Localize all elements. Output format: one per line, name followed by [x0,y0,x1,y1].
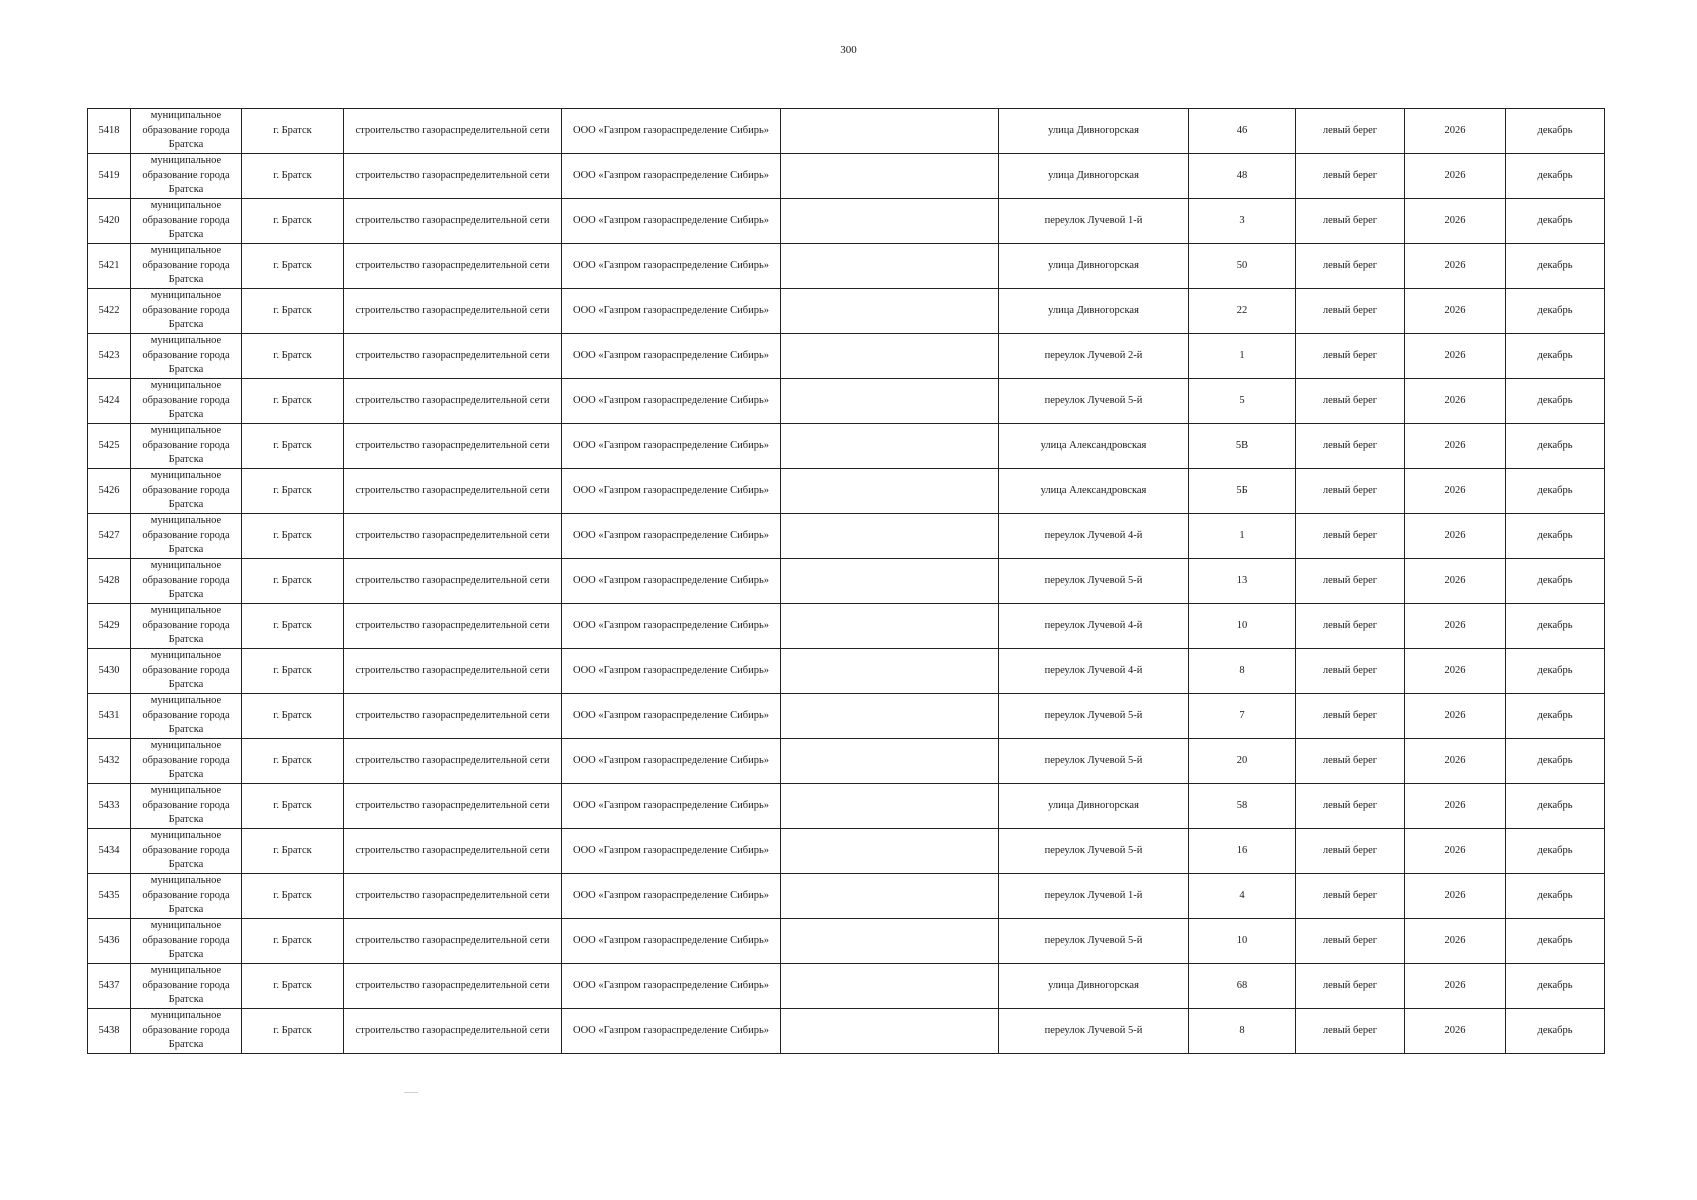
work-type-cell: строительство газораспределительной сети [344,829,562,874]
house-number-cell: 1 [1189,514,1296,559]
street-cell: переулок Лучевой 4-й [999,514,1189,559]
district-cell: левый берег [1296,244,1405,289]
district-cell: левый берег [1296,739,1405,784]
row-number-cell: 5421 [88,244,131,289]
work-type-cell: строительство газораспределительной сети [344,379,562,424]
owner-cell: муниципальное образование города Братска [131,649,242,694]
organization-cell: ООО «Газпром газораспределение Сибирь» [562,469,781,514]
organization-cell: ООО «Газпром газораспределение Сибирь» [562,199,781,244]
empty-cell [781,784,999,829]
district-cell: левый берег [1296,604,1405,649]
owner-cell: муниципальное образование города Братска [131,379,242,424]
month-cell: декабрь [1506,919,1605,964]
street-cell: переулок Лучевой 5-й [999,1009,1189,1054]
work-type-cell: строительство газораспределительной сети [344,469,562,514]
owner-cell: муниципальное образование города Братска [131,829,242,874]
work-type-cell: строительство газораспределительной сети [344,334,562,379]
month-cell: декабрь [1506,784,1605,829]
city-cell: г. Братск [242,334,344,379]
month-cell: декабрь [1506,1009,1605,1054]
organization-cell: ООО «Газпром газораспределение Сибирь» [562,334,781,379]
month-cell: декабрь [1506,199,1605,244]
city-cell: г. Братск [242,874,344,919]
district-cell: левый берег [1296,109,1405,154]
street-cell: улица Дивногорская [999,784,1189,829]
month-cell: декабрь [1506,154,1605,199]
district-cell: левый берег [1296,964,1405,1009]
empty-cell [781,964,999,1009]
owner-cell: муниципальное образование города Братска [131,919,242,964]
year-cell: 2026 [1405,649,1506,694]
empty-cell [781,604,999,649]
owner-cell: муниципальное образование города Братска [131,784,242,829]
house-number-cell: 16 [1189,829,1296,874]
owner-cell: муниципальное образование города Братска [131,289,242,334]
owner-cell: муниципальное образование города Братска [131,154,242,199]
city-cell: г. Братск [242,739,344,784]
work-type-cell: строительство газораспределительной сети [344,964,562,1009]
row-number-cell: 5426 [88,469,131,514]
table-row [88,154,1605,199]
empty-cell [781,289,999,334]
empty-cell [781,514,999,559]
organization-cell: ООО «Газпром газораспределение Сибирь» [562,784,781,829]
street-cell: переулок Лучевой 2-й [999,334,1189,379]
month-cell: декабрь [1506,649,1605,694]
row-number-cell: 5425 [88,424,131,469]
empty-cell [781,919,999,964]
owner-cell: муниципальное образование города Братска [131,424,242,469]
empty-cell [781,199,999,244]
empty-cell [781,154,999,199]
work-type-cell: строительство газораспределительной сети [344,514,562,559]
scan-mark [404,1092,418,1093]
empty-cell [781,829,999,874]
organization-cell: ООО «Газпром газораспределение Сибирь» [562,649,781,694]
organization-cell: ООО «Газпром газораспределение Сибирь» [562,604,781,649]
month-cell: декабрь [1506,379,1605,424]
house-number-cell: 68 [1189,964,1296,1009]
table-row [88,244,1605,289]
year-cell: 2026 [1405,154,1506,199]
month-cell: декабрь [1506,244,1605,289]
street-cell: переулок Лучевой 5-й [999,379,1189,424]
house-number-cell: 10 [1189,919,1296,964]
house-number-cell: 7 [1189,694,1296,739]
street-cell: улица Дивногорская [999,964,1189,1009]
year-cell: 2026 [1405,964,1506,1009]
row-number-cell: 5438 [88,1009,131,1054]
organization-cell: ООО «Газпром газораспределение Сибирь» [562,514,781,559]
house-number-cell: 58 [1189,784,1296,829]
table-row [88,334,1605,379]
empty-cell [781,424,999,469]
house-number-cell: 8 [1189,1009,1296,1054]
street-cell: переулок Лучевой 4-й [999,649,1189,694]
street-cell: улица Александровская [999,424,1189,469]
district-cell: левый берег [1296,784,1405,829]
row-number-cell: 5433 [88,784,131,829]
district-cell: левый берег [1296,694,1405,739]
work-type-cell: строительство газораспределительной сети [344,1009,562,1054]
street-cell: переулок Лучевой 4-й [999,604,1189,649]
row-number-cell: 5418 [88,109,131,154]
house-number-cell: 46 [1189,109,1296,154]
row-number-cell: 5423 [88,334,131,379]
table-row [88,199,1605,244]
street-cell: улица Дивногорская [999,154,1189,199]
organization-cell: ООО «Газпром газораспределение Сибирь» [562,424,781,469]
table-row [88,109,1605,154]
house-number-cell: 20 [1189,739,1296,784]
street-cell: переулок Лучевой 5-й [999,559,1189,604]
empty-cell [781,739,999,784]
district-cell: левый берег [1296,289,1405,334]
street-cell: улица Дивногорская [999,289,1189,334]
table-row [88,649,1605,694]
year-cell: 2026 [1405,469,1506,514]
district-cell: левый берег [1296,919,1405,964]
owner-cell: муниципальное образование города Братска [131,874,242,919]
city-cell: г. Братск [242,424,344,469]
owner-cell: муниципальное образование города Братска [131,109,242,154]
city-cell: г. Братск [242,469,344,514]
district-cell: левый берег [1296,649,1405,694]
district-cell: левый берег [1296,199,1405,244]
month-cell: декабрь [1506,559,1605,604]
owner-cell: муниципальное образование города Братска [131,469,242,514]
month-cell: декабрь [1506,109,1605,154]
row-number-cell: 5430 [88,649,131,694]
house-number-cell: 5Б [1189,469,1296,514]
registry-table [87,108,1605,1054]
city-cell: г. Братск [242,649,344,694]
table-row [88,694,1605,739]
district-cell: левый берег [1296,424,1405,469]
table-row [88,604,1605,649]
district-cell: левый берег [1296,829,1405,874]
month-cell: декабрь [1506,604,1605,649]
house-number-cell: 22 [1189,289,1296,334]
organization-cell: ООО «Газпром газораспределение Сибирь» [562,829,781,874]
year-cell: 2026 [1405,199,1506,244]
street-cell: переулок Лучевой 5-й [999,829,1189,874]
table-row [88,1009,1605,1054]
city-cell: г. Братск [242,154,344,199]
district-cell: левый берег [1296,1009,1405,1054]
city-cell: г. Братск [242,694,344,739]
table-row [88,964,1605,1009]
empty-cell [781,469,999,514]
year-cell: 2026 [1405,559,1506,604]
year-cell: 2026 [1405,604,1506,649]
empty-cell [781,334,999,379]
house-number-cell: 5 [1189,379,1296,424]
city-cell: г. Братск [242,199,344,244]
work-type-cell: строительство газораспределительной сети [344,289,562,334]
city-cell: г. Братск [242,784,344,829]
year-cell: 2026 [1405,334,1506,379]
table-row [88,289,1605,334]
street-cell: переулок Лучевой 5-й [999,694,1189,739]
work-type-cell: строительство газораспределительной сети [344,154,562,199]
district-cell: левый берег [1296,874,1405,919]
organization-cell: ООО «Газпром газораспределение Сибирь» [562,694,781,739]
owner-cell: муниципальное образование города Братска [131,199,242,244]
work-type-cell: строительство газораспределительной сети [344,739,562,784]
owner-cell: муниципальное образование города Братска [131,559,242,604]
work-type-cell: строительство газораспределительной сети [344,109,562,154]
year-cell: 2026 [1405,244,1506,289]
month-cell: декабрь [1506,874,1605,919]
organization-cell: ООО «Газпром газораспределение Сибирь» [562,964,781,1009]
organization-cell: ООО «Газпром газораспределение Сибирь» [562,874,781,919]
year-cell: 2026 [1405,109,1506,154]
house-number-cell: 4 [1189,874,1296,919]
registry-body [88,109,1605,1054]
month-cell: декабрь [1506,694,1605,739]
month-cell: декабрь [1506,514,1605,559]
work-type-cell: строительство газораспределительной сети [344,199,562,244]
table-row [88,379,1605,424]
month-cell: декабрь [1506,469,1605,514]
table-row [88,739,1605,784]
empty-cell [781,874,999,919]
organization-cell: ООО «Газпром газораспределение Сибирь» [562,559,781,604]
work-type-cell: строительство газораспределительной сети [344,649,562,694]
street-cell: переулок Лучевой 5-й [999,919,1189,964]
month-cell: декабрь [1506,334,1605,379]
organization-cell: ООО «Газпром газораспределение Сибирь» [562,739,781,784]
year-cell: 2026 [1405,379,1506,424]
district-cell: левый берег [1296,559,1405,604]
year-cell: 2026 [1405,1009,1506,1054]
year-cell: 2026 [1405,874,1506,919]
city-cell: г. Братск [242,964,344,1009]
district-cell: левый берег [1296,334,1405,379]
city-cell: г. Братск [242,379,344,424]
empty-cell [781,379,999,424]
empty-cell [781,244,999,289]
organization-cell: ООО «Газпром газораспределение Сибирь» [562,919,781,964]
owner-cell: муниципальное образование города Братска [131,694,242,739]
organization-cell: ООО «Газпром газораспределение Сибирь» [562,244,781,289]
month-cell: декабрь [1506,829,1605,874]
house-number-cell: 13 [1189,559,1296,604]
table-row [88,424,1605,469]
year-cell: 2026 [1405,289,1506,334]
year-cell: 2026 [1405,424,1506,469]
row-number-cell: 5435 [88,874,131,919]
year-cell: 2026 [1405,919,1506,964]
month-cell: декабрь [1506,964,1605,1009]
month-cell: декабрь [1506,739,1605,784]
owner-cell: муниципальное образование города Братска [131,244,242,289]
owner-cell: муниципальное образование города Братска [131,964,242,1009]
owner-cell: муниципальное образование города Братска [131,604,242,649]
empty-cell [781,694,999,739]
table-row [88,874,1605,919]
row-number-cell: 5432 [88,739,131,784]
house-number-cell: 5В [1189,424,1296,469]
city-cell: г. Братск [242,514,344,559]
street-cell: переулок Лучевой 5-й [999,739,1189,784]
organization-cell: ООО «Газпром газораспределение Сибирь» [562,109,781,154]
work-type-cell: строительство газораспределительной сети [344,424,562,469]
row-number-cell: 5429 [88,604,131,649]
empty-cell [781,559,999,604]
house-number-cell: 8 [1189,649,1296,694]
city-cell: г. Братск [242,919,344,964]
district-cell: левый берег [1296,154,1405,199]
year-cell: 2026 [1405,784,1506,829]
city-cell: г. Братск [242,244,344,289]
organization-cell: ООО «Газпром газораспределение Сибирь» [562,154,781,199]
street-cell: переулок Лучевой 1-й [999,874,1189,919]
owner-cell: муниципальное образование города Братска [131,1009,242,1054]
district-cell: левый берег [1296,379,1405,424]
row-number-cell: 5436 [88,919,131,964]
row-number-cell: 5431 [88,694,131,739]
table-row [88,514,1605,559]
empty-cell [781,1009,999,1054]
year-cell: 2026 [1405,514,1506,559]
owner-cell: муниципальное образование города Братска [131,334,242,379]
row-number-cell: 5424 [88,379,131,424]
district-cell: левый берег [1296,514,1405,559]
row-number-cell: 5437 [88,964,131,1009]
district-cell: левый берег [1296,469,1405,514]
street-cell: улица Дивногорская [999,244,1189,289]
work-type-cell: строительство газораспределительной сети [344,604,562,649]
house-number-cell: 10 [1189,604,1296,649]
street-cell: переулок Лучевой 1-й [999,199,1189,244]
organization-cell: ООО «Газпром газораспределение Сибирь» [562,1009,781,1054]
street-cell: улица Дивногорская [999,109,1189,154]
year-cell: 2026 [1405,829,1506,874]
table-row [88,829,1605,874]
table-row [88,919,1605,964]
year-cell: 2026 [1405,739,1506,784]
city-cell: г. Братск [242,109,344,154]
city-cell: г. Братск [242,559,344,604]
row-number-cell: 5419 [88,154,131,199]
page-number: 300 [840,44,857,56]
empty-cell [781,109,999,154]
organization-cell: ООО «Газпром газораспределение Сибирь» [562,379,781,424]
row-number-cell: 5434 [88,829,131,874]
house-number-cell: 1 [1189,334,1296,379]
owner-cell: муниципальное образование города Братска [131,514,242,559]
year-cell: 2026 [1405,694,1506,739]
work-type-cell: строительство газораспределительной сети [344,784,562,829]
table-row [88,469,1605,514]
row-number-cell: 5427 [88,514,131,559]
table-row [88,559,1605,604]
table-row [88,784,1605,829]
city-cell: г. Братск [242,1009,344,1054]
work-type-cell: строительство газораспределительной сети [344,559,562,604]
organization-cell: ООО «Газпром газораспределение Сибирь» [562,289,781,334]
row-number-cell: 5428 [88,559,131,604]
city-cell: г. Братск [242,289,344,334]
house-number-cell: 3 [1189,199,1296,244]
work-type-cell: строительство газораспределительной сети [344,874,562,919]
empty-cell [781,649,999,694]
work-type-cell: строительство газораспределительной сети [344,694,562,739]
row-number-cell: 5422 [88,289,131,334]
work-type-cell: строительство газораспределительной сети [344,919,562,964]
city-cell: г. Братск [242,604,344,649]
owner-cell: муниципальное образование города Братска [131,739,242,784]
month-cell: декабрь [1506,289,1605,334]
row-number-cell: 5420 [88,199,131,244]
house-number-cell: 50 [1189,244,1296,289]
month-cell: декабрь [1506,424,1605,469]
work-type-cell: строительство газораспределительной сети [344,244,562,289]
city-cell: г. Братск [242,829,344,874]
house-number-cell: 48 [1189,154,1296,199]
street-cell: улица Александровская [999,469,1189,514]
